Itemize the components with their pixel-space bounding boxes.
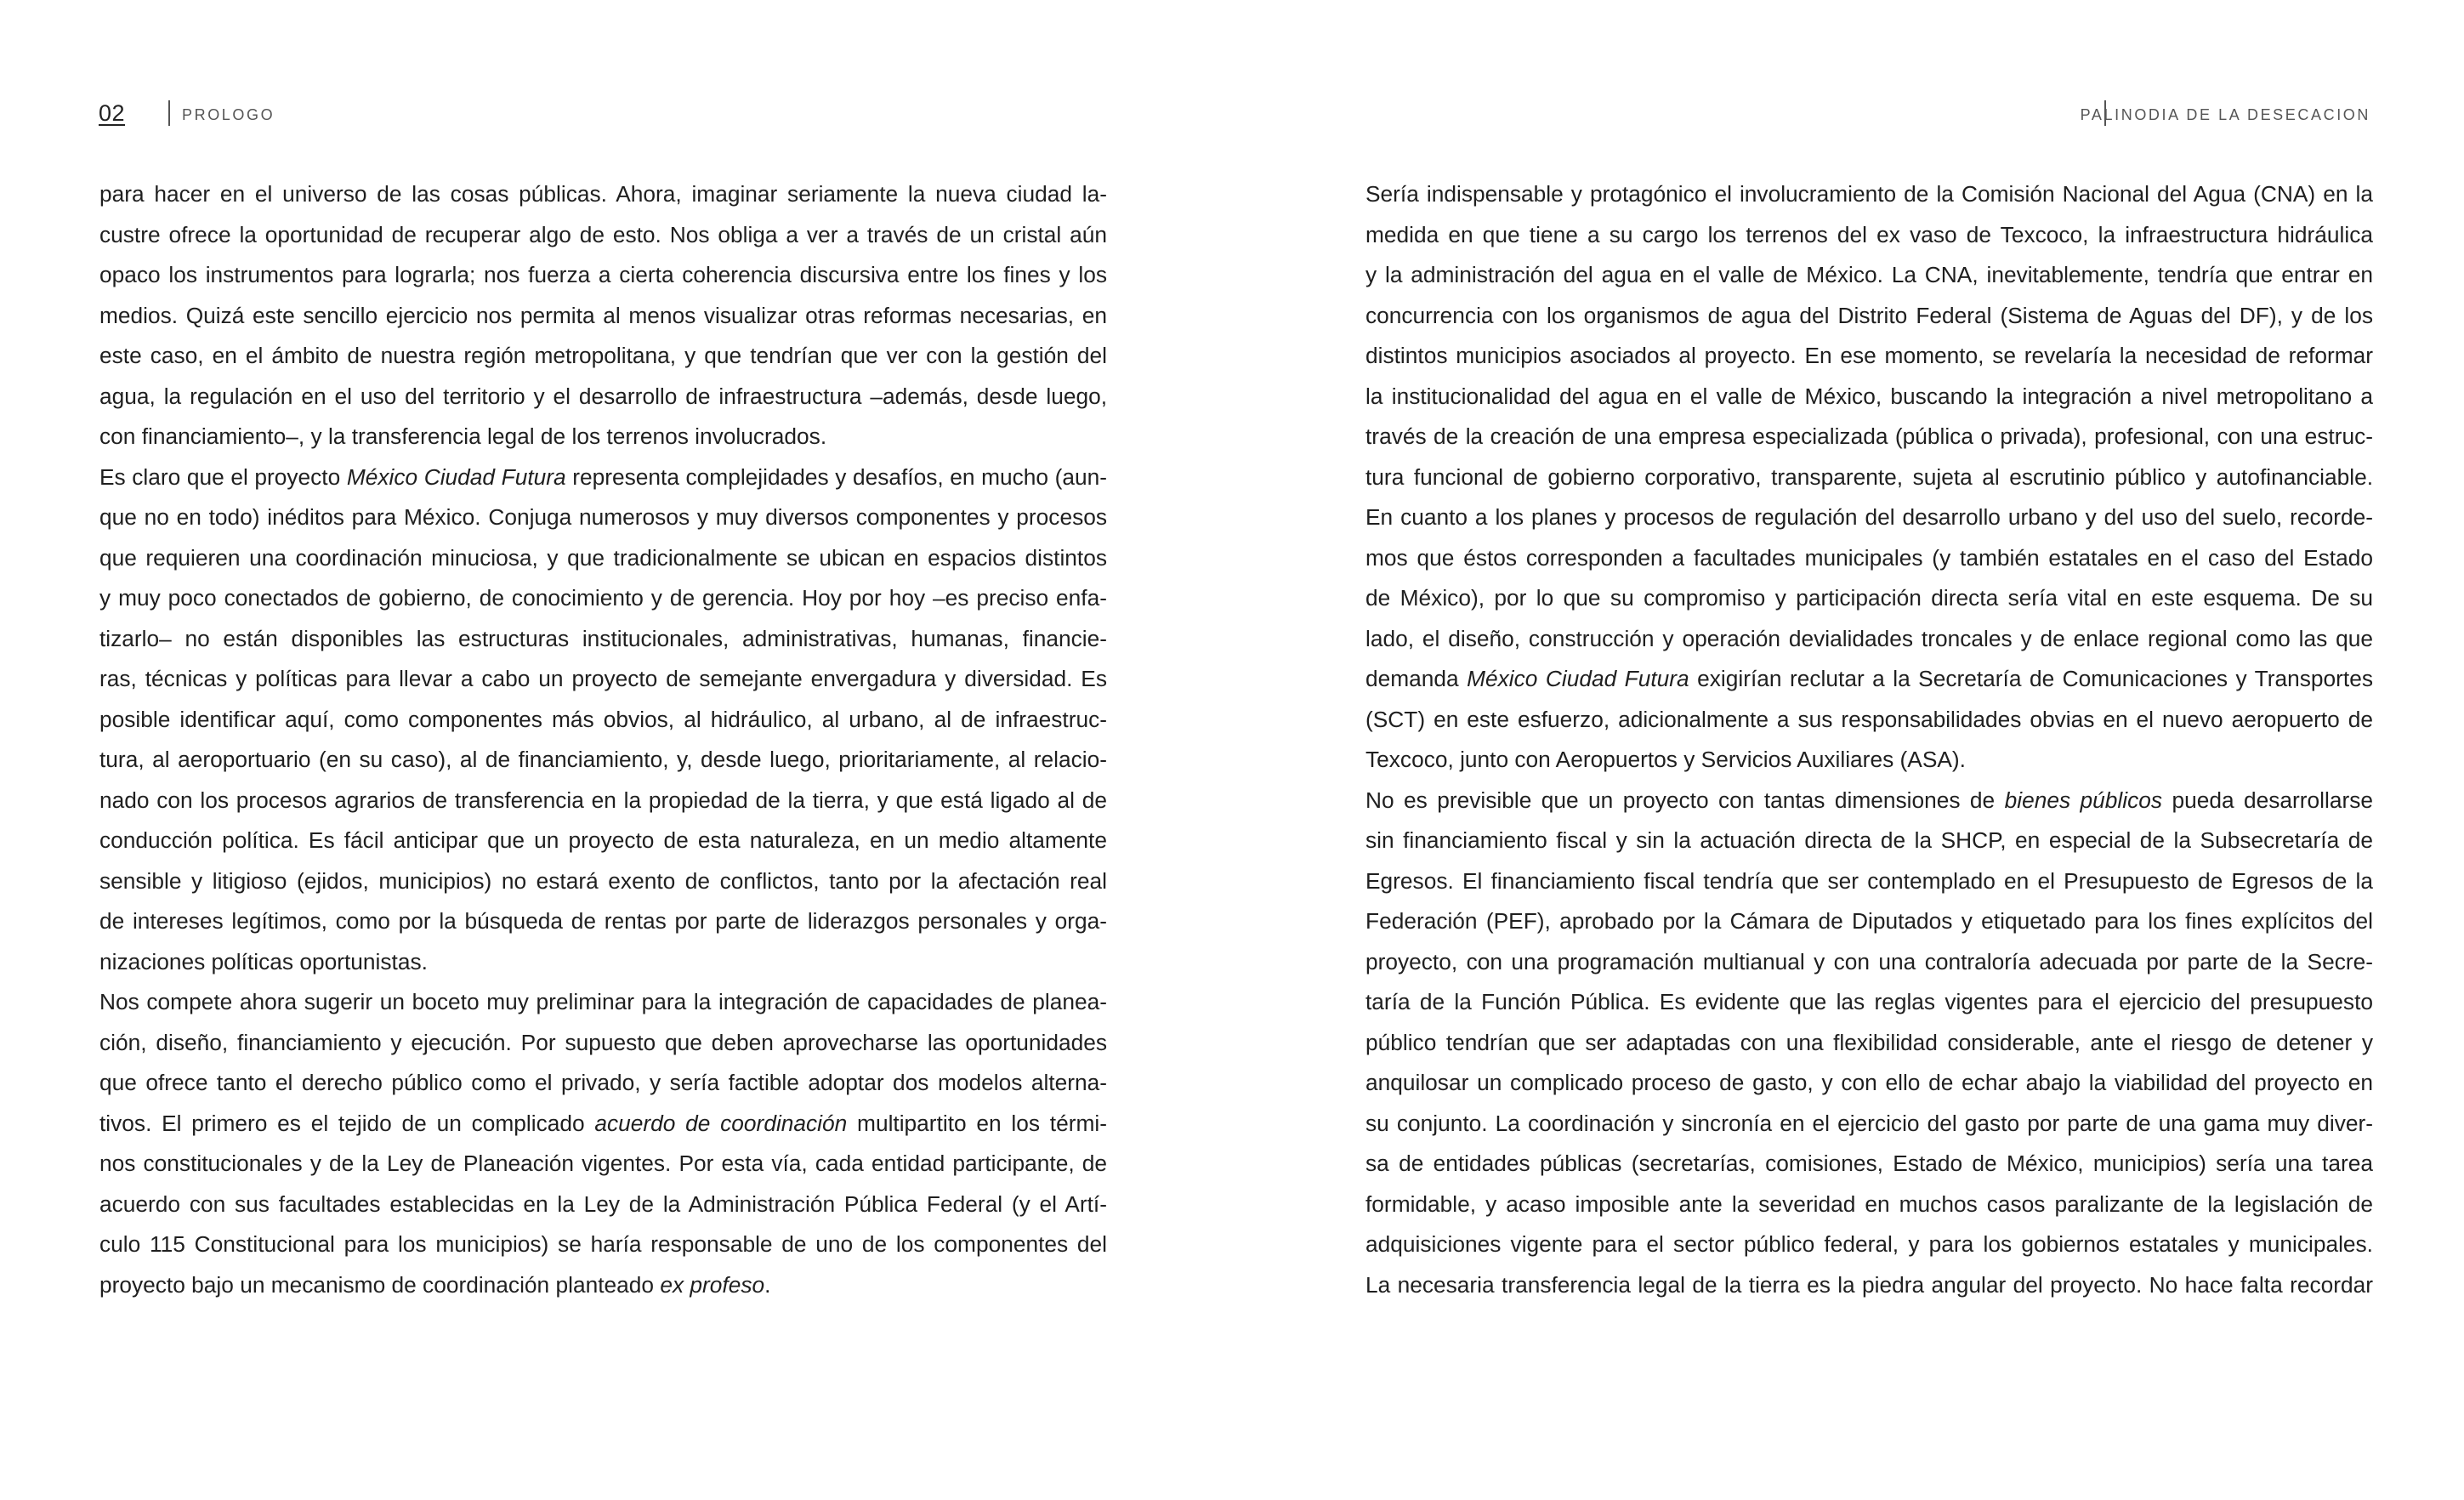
text-line: sensible y litigioso (ejidos, municipios) no estará exento de conflictos, tanto por la afectación real bbox=[99, 867, 1107, 894]
text-line: y muy poco conectados de gobierno, de conocimiento y de gerencia. Hoy por hoy –es preciso enfa- bbox=[99, 585, 1107, 611]
text-line: que no en todo) inéditos para México. Conjuga numerosos y muy diversos componentes y procesos bbox=[99, 504, 1107, 530]
text-line: Egresos. El financiamiento fiscal tendría que ser contemplado en el Presupuesto de Egresos de la bbox=[1365, 867, 2373, 894]
text-line: nos constitucionales y de la Ley de Planeación vigentes. Por esta vía, cada entidad participante, de bbox=[99, 1151, 1107, 1176]
text-line: que ofrece tanto el derecho público como el privado, y sería factible adoptar dos modelos alterna- bbox=[99, 1070, 1107, 1095]
text-line: sa de entidades públicas (secretarías, comisiones, Estado de México, municipios) sería una tarea bbox=[1365, 1151, 2373, 1176]
text-line: acuerdo con sus facultades establecidas en la Ley de la Administración Pública Federal (y el Artí- bbox=[99, 1190, 1107, 1217]
book-title: PALINODIA DE LA DESECACION bbox=[2080, 106, 2370, 123]
text-line: anquilosar un complicado proceso de gasto, y con ello de echar abajo la viabilidad del proyecto en bbox=[1365, 1070, 2373, 1095]
text-line: para hacer en el universo de las cosas públicas. Ahora, imaginar seriamente la nueva ciudad la- bbox=[99, 181, 1107, 207]
text-line: tizarlo– no están disponibles las estructuras institucionales, administrativas, humanas, financie- bbox=[99, 625, 1107, 651]
text-line: conducción política. Es fácil anticipar que un proyecto de esta naturaleza, en un medio altamente bbox=[99, 827, 1107, 853]
text-line: través de la creación de una empresa especializada (pública o privada), profesional, con una estruc- bbox=[1365, 423, 2373, 449]
text-line: (SCT) en este esfuerzo, adicionalmente a sus responsabilidades obvias en el nuevo aeropuerto de bbox=[1365, 706, 2373, 732]
text-line: su conjunto. La coordinación y sincronía en el ejercicio del gasto por parte de una gama muy diver- bbox=[1365, 1110, 2373, 1136]
text-line: opaco los instrumentos para lograrla; nos fuerza a cierta coherencia discursiva entre los fines y los bbox=[99, 262, 1107, 287]
text-segment: tivos. El primero es el tejido de un complicado bbox=[99, 1110, 595, 1136]
text-line: distintos municipios asociados al proyecto. En ese momento, se revelaría la necesidad de reformar bbox=[1365, 343, 2373, 368]
text-segment: Es claro que el proyecto bbox=[99, 463, 347, 490]
header-divider-left bbox=[168, 100, 170, 126]
text-line: de intereses legítimos, como por la búsqueda de rentas por parte de liderazgos personales y orga- bbox=[99, 908, 1107, 934]
text-line: de México), por lo que su compromiso y participación directa sería vital en este esquema. De su bbox=[1365, 585, 2373, 611]
text-line bbox=[99, 457, 1107, 498]
text-line: y la administración del agua en el valle de México. La CNA, inevitablemente, tendría que entrar en bbox=[1365, 262, 2373, 287]
text-line: este caso, en el ámbito de nuestra región metropolitana, y que tendrían que ver con la gestión del bbox=[99, 343, 1107, 368]
text-segment: pueda desarrollarse bbox=[2162, 787, 2373, 813]
text-line: tura funcional de gobierno corporativo, transparente, sujeta al escrutinio público y autofinanciable. bbox=[1365, 463, 2373, 490]
text-line: nado con los procesos agrarios de transferencia en la propiedad de la tierra, y que está ligado al de bbox=[99, 787, 1107, 813]
text-line: sin financiamiento fiscal y sin la actuación directa de la SHCP, en especial de la Subsecretaría de bbox=[1365, 827, 2373, 853]
text-line: formidable, y acaso imposible ante la severidad en muchos casos paralizante de la legislación de bbox=[1365, 1190, 2373, 1217]
text-line bbox=[99, 1265, 1107, 1306]
italic-phrase: México Ciudad Futura bbox=[346, 463, 566, 490]
italic-phrase: México Ciudad Futura bbox=[1467, 666, 1689, 691]
text-line: custre ofrece la oportunidad de recuperar algo de esto. Nos obliga a ver a través de un cristal aún bbox=[99, 221, 1107, 247]
italic-phrase: ex profeso bbox=[660, 1271, 765, 1298]
text-segment: exigirían reclutar a la Secretaría de Comunicaciones y Transportes bbox=[1689, 666, 2373, 691]
text-segment: . bbox=[764, 1271, 771, 1298]
text-line: agua, la regulación en el uso del territorio y el desarrollo de infraestructura –además, desde luego, bbox=[99, 383, 1107, 409]
text-line: que requieren una coordinación minuciosa, y que tradicionalmente se ubican en espacios distintos bbox=[99, 544, 1107, 571]
text-line: medios. Quizá este sencillo ejercicio nos permita al menos visualizar otras reformas necesarias, en bbox=[99, 302, 1107, 328]
text-line: ción, diseño, financiamiento y ejecución. Por supuesto que deben aprovecharse las oportunidades bbox=[99, 1029, 1107, 1055]
text-line: La necesaria transferencia legal de la tierra es la piedra angular del proyecto. No hace falta recordar bbox=[1365, 1271, 2373, 1298]
text-segment: No es previsible que un proyecto con tantas dimensiones de bbox=[1365, 787, 2005, 813]
text-line: proyecto, con una programación multianual y con una contraloría adecuada por parte de la Secre- bbox=[1365, 948, 2373, 974]
text-line: Texcoco, junto con Aeropuertos y Servicios Auxiliares (ASA). bbox=[1365, 747, 1966, 772]
section-label: PROLOGO bbox=[182, 106, 275, 123]
text-line: público tendrían que ser adaptadas con una flexibilidad considerable, ante el riesgo de detener y bbox=[1365, 1029, 2373, 1055]
text-line: culo 115 Constitucional para los municipios) se haría responsable de uno de los componentes del bbox=[99, 1231, 1107, 1257]
text-line: taría de la Función Pública. Es evidente que las reglas vigentes para el ejercicio del presupuesto bbox=[1365, 989, 2373, 1014]
left-text-column bbox=[99, 174, 1107, 1305]
italic-phrase: bienes públicos bbox=[2004, 787, 2163, 813]
text-line: posible identificar aquí, como componentes más obvios, al hidráulico, al urbano, al de infraestruc- bbox=[99, 706, 1107, 732]
text-line: tura, al aeroportuario (en su caso), al de financiamiento, y, desde luego, prioritariamente, al relacio- bbox=[99, 747, 1107, 772]
right-text-column bbox=[1365, 174, 2373, 1305]
text-line: Nos compete ahora sugerir un boceto muy preliminar para la integración de capacidades de planea- bbox=[99, 989, 1107, 1014]
text-line: Federación (PEF), aprobado por la Cámara de Diputados y etiquetado para los fines explícitos del bbox=[1365, 908, 2373, 934]
text-line: mos que éstos corresponden a facultades municipales (y también estatales en el caso del Estado bbox=[1365, 544, 2373, 571]
text-line: Sería indispensable y protagónico el involucramiento de la Comisión Nacional del Agua (CNA) en la bbox=[1365, 181, 2373, 207]
text-line: adquisiciones vigente para el sector público federal, y para los gobiernos estatales y municipales. bbox=[1365, 1231, 2373, 1257]
text-line bbox=[1365, 659, 2373, 700]
text-segment: multipartito en los térmi- bbox=[847, 1110, 1107, 1136]
text-line bbox=[99, 1104, 1107, 1145]
text-segment: demanda bbox=[1365, 666, 1468, 691]
text-line: lado, el diseño, construcción y operación devialidades troncales y de enlace regional como las que bbox=[1365, 625, 2373, 651]
text-line: concurrencia con los organismos de agua del Distrito Federal (Sistema de Aguas del DF), y de los bbox=[1365, 302, 2373, 328]
text-line: con financiamiento–, y la transferencia legal de los terrenos involucrados. bbox=[99, 423, 827, 449]
text-segment: proyecto bajo un mecanismo de coordinación planteado bbox=[99, 1271, 661, 1298]
page-number: 02 bbox=[99, 100, 126, 126]
text-line bbox=[1365, 781, 2373, 821]
text-line: En cuanto a los planes y procesos de regulación del desarrollo urbano y del uso del suelo, recorde- bbox=[1365, 504, 2373, 530]
text-line: la institucionalidad del agua en el valle de México, buscando la integración a nivel metropolitano a bbox=[1365, 383, 2373, 409]
text-segment: representa complejidades y desafíos, en mucho (aun- bbox=[565, 463, 1108, 490]
text-line: medida en que tiene a su cargo los terrenos del ex vaso de Texcoco, la infraestructura hidráulica bbox=[1365, 221, 2373, 247]
italic-phrase: acuerdo de coordinación bbox=[594, 1110, 848, 1136]
text-line: ras, técnicas y políticas para llevar a cabo un proyecto de semejante envergadura y diversidad. Es bbox=[99, 666, 1107, 691]
text-line: nizaciones políticas oportunistas. bbox=[99, 948, 428, 974]
